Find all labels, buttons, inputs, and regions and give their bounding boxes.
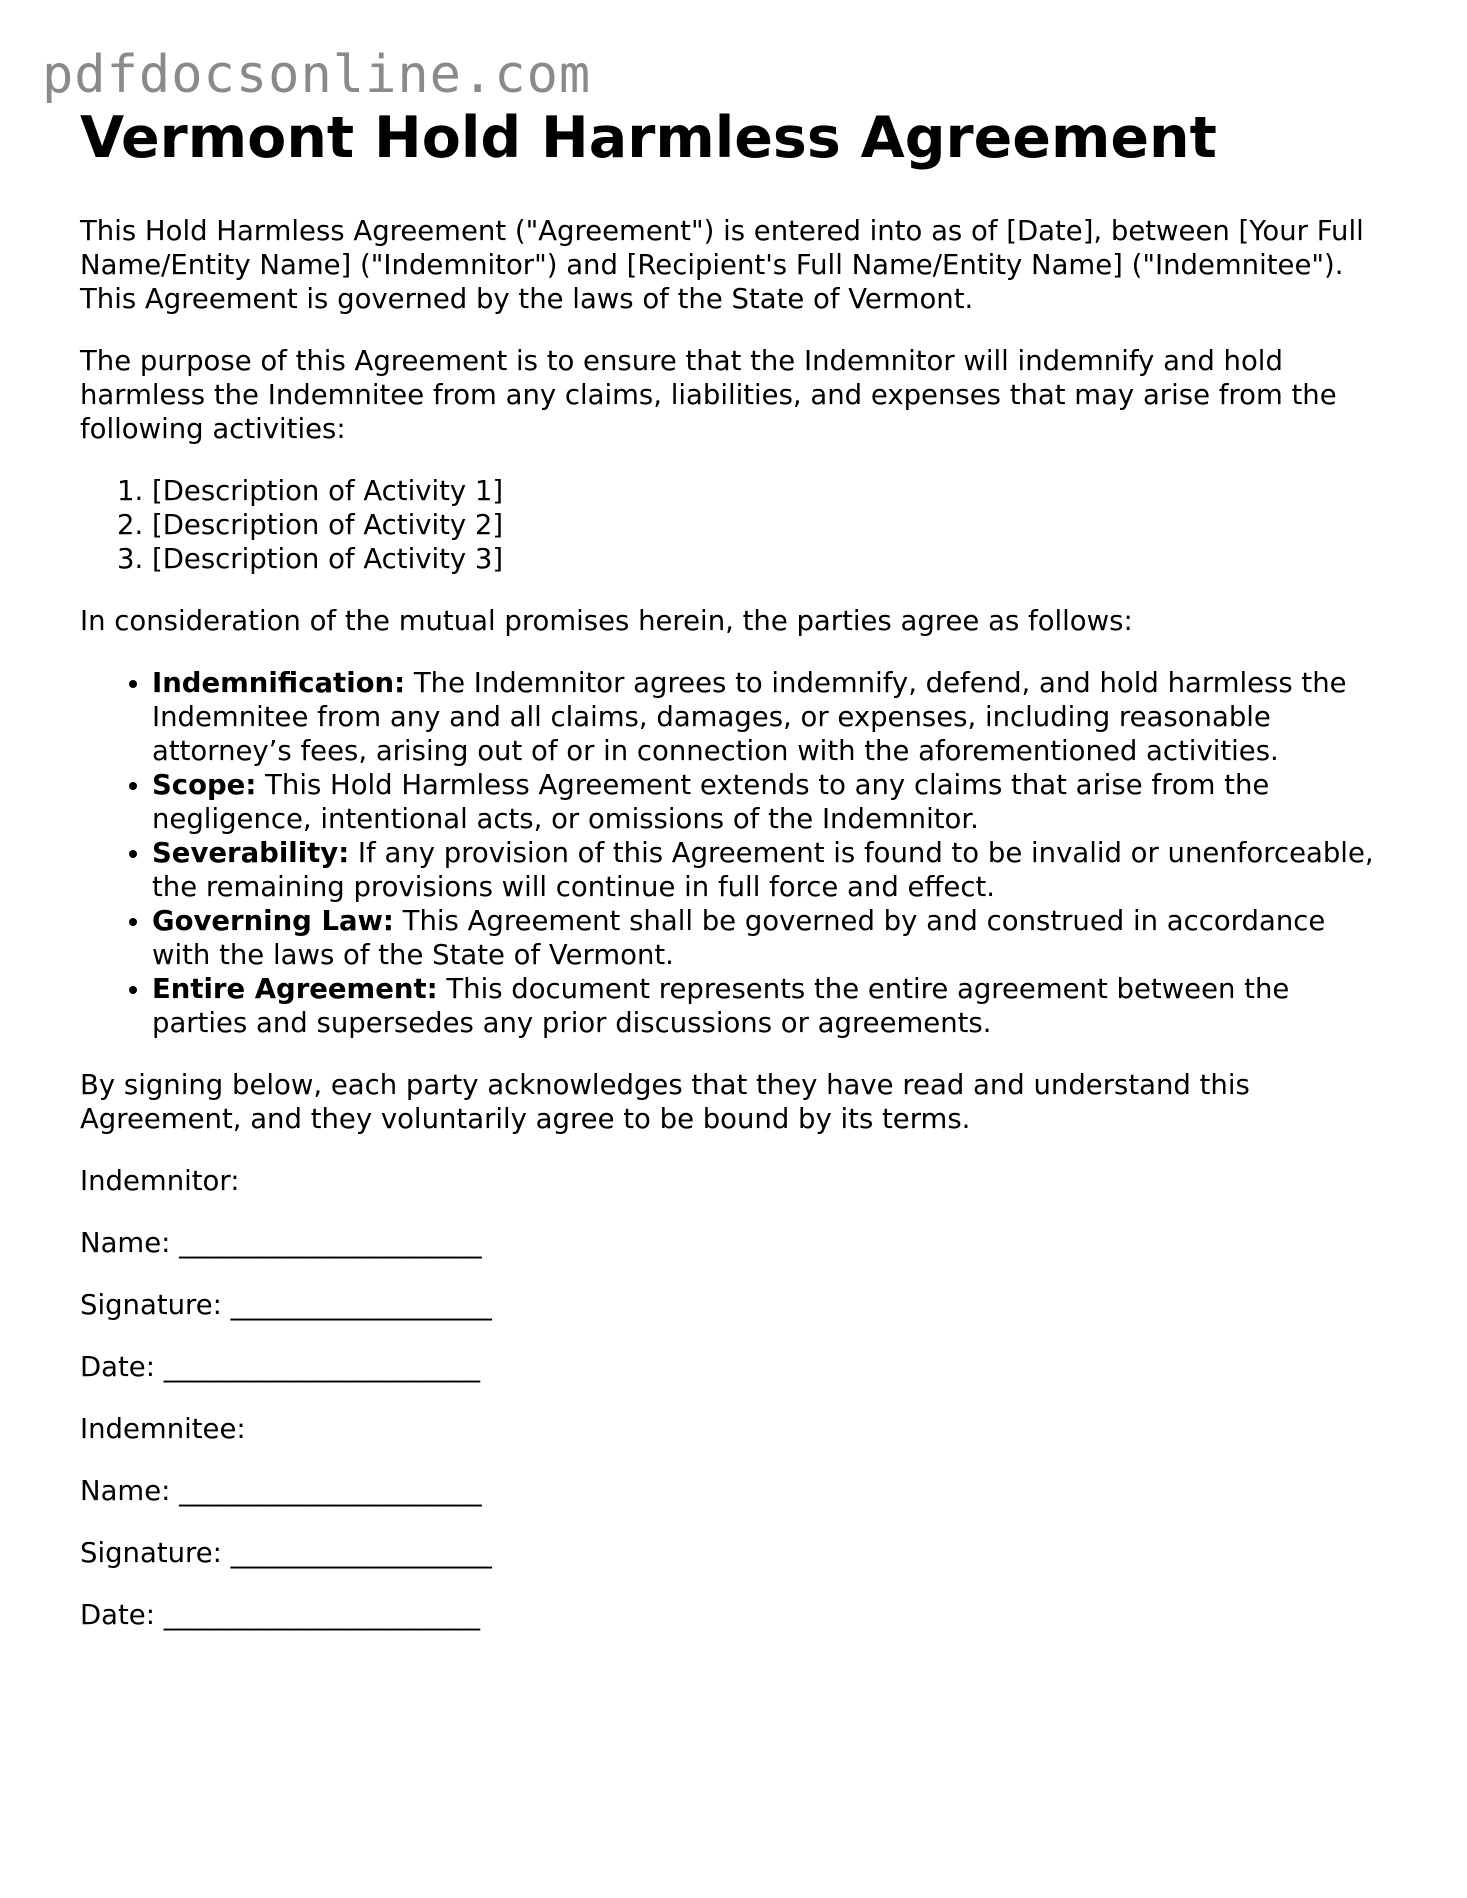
document-page xyxy=(80,100,1390,1660)
term-text: This document represents the entire agreement between the parties and supersedes any prior discussions or agreements. xyxy=(152,973,1290,1039)
indemnitor-label: Indemnitor: xyxy=(80,1165,240,1197)
intro-paragraph: This Hold Harmless Agreement ("Agreement") is entered into as of [Date], between [Your Full Name/Entity Name] ("Indemnitor") and [Recipient's Full Name/Entity Name] ("Indemnitee"). This Agreement is governed by the laws of the State of Vermont. xyxy=(80,215,1364,315)
term-item-entire-agreement xyxy=(152,972,1390,1040)
indemnitee-label: Indemnitee: xyxy=(80,1413,246,1445)
indemnitor-signature-field[interactable]: Signature: ___________________ xyxy=(80,1289,492,1321)
activity-item: 3. [Description of Activity 3] xyxy=(152,542,1390,576)
term-text: The Indemnitor agrees to indemnify, defend, and hold harmless the Indemnitee from any and all claims, damages, or expenses, including reasonable attorney’s fees, arising out of or in connection with the aforementioned activities. xyxy=(152,667,1347,767)
activities-list xyxy=(80,474,1390,576)
indemnitee-name-field[interactable]: Name: ______________________ xyxy=(80,1475,482,1507)
activity-item: 1. [Description of Activity 1] xyxy=(152,474,1390,508)
term-text: This Hold Harmless Agreement extends to any claims that arise from the negligence, intentional acts, or omissions of the Indemnitor. xyxy=(152,769,1270,835)
terms-list xyxy=(80,666,1390,1040)
term-item-indemnification xyxy=(152,666,1390,768)
term-heading: Governing Law: xyxy=(152,905,394,937)
indemnitor-name-field[interactable]: Name: ______________________ xyxy=(80,1227,482,1259)
consideration-paragraph: In consideration of the mutual promises herein, the parties agree as follows: xyxy=(80,605,1133,637)
indemnitee-signature-field[interactable]: Signature: ___________________ xyxy=(80,1537,492,1569)
term-item-severability xyxy=(152,836,1390,904)
term-text: If any provision of this Agreement is found to be invalid or unenforceable, the remaining provisions will continue in full force and effect. xyxy=(152,837,1374,903)
term-heading: Indemnification: xyxy=(152,667,406,699)
term-heading: Scope: xyxy=(152,769,257,801)
purpose-paragraph: The purpose of this Agreement is to ensure that the Indemnitor will indemnify and hold harmless the Indemnitee from any claims, liabilities, and expenses that may arise from the following activities: xyxy=(80,345,1337,445)
document-title: Vermont Hold Harmless Agreement xyxy=(80,105,1217,171)
term-item-governing-law xyxy=(152,904,1390,972)
acknowledgment-paragraph: By signing below, each party acknowledges that they have read and understand this Agreement, and they voluntarily agree to be bound by its terms. xyxy=(80,1069,1250,1135)
term-heading: Severability: xyxy=(152,837,350,869)
watermark: pdfdocsonline.com xyxy=(42,45,592,105)
term-item-scope xyxy=(152,768,1390,836)
indemnitor-date-field[interactable]: Date: _______________________ xyxy=(80,1351,480,1383)
term-heading: Entire Agreement: xyxy=(152,973,438,1005)
term-text: This Agreement shall be governed by and construed in accordance with the laws of the State of Vermont. xyxy=(152,905,1326,971)
indemnitee-date-field[interactable]: Date: _______________________ xyxy=(80,1599,480,1631)
activity-item: 2. [Description of Activity 2] xyxy=(152,508,1390,542)
